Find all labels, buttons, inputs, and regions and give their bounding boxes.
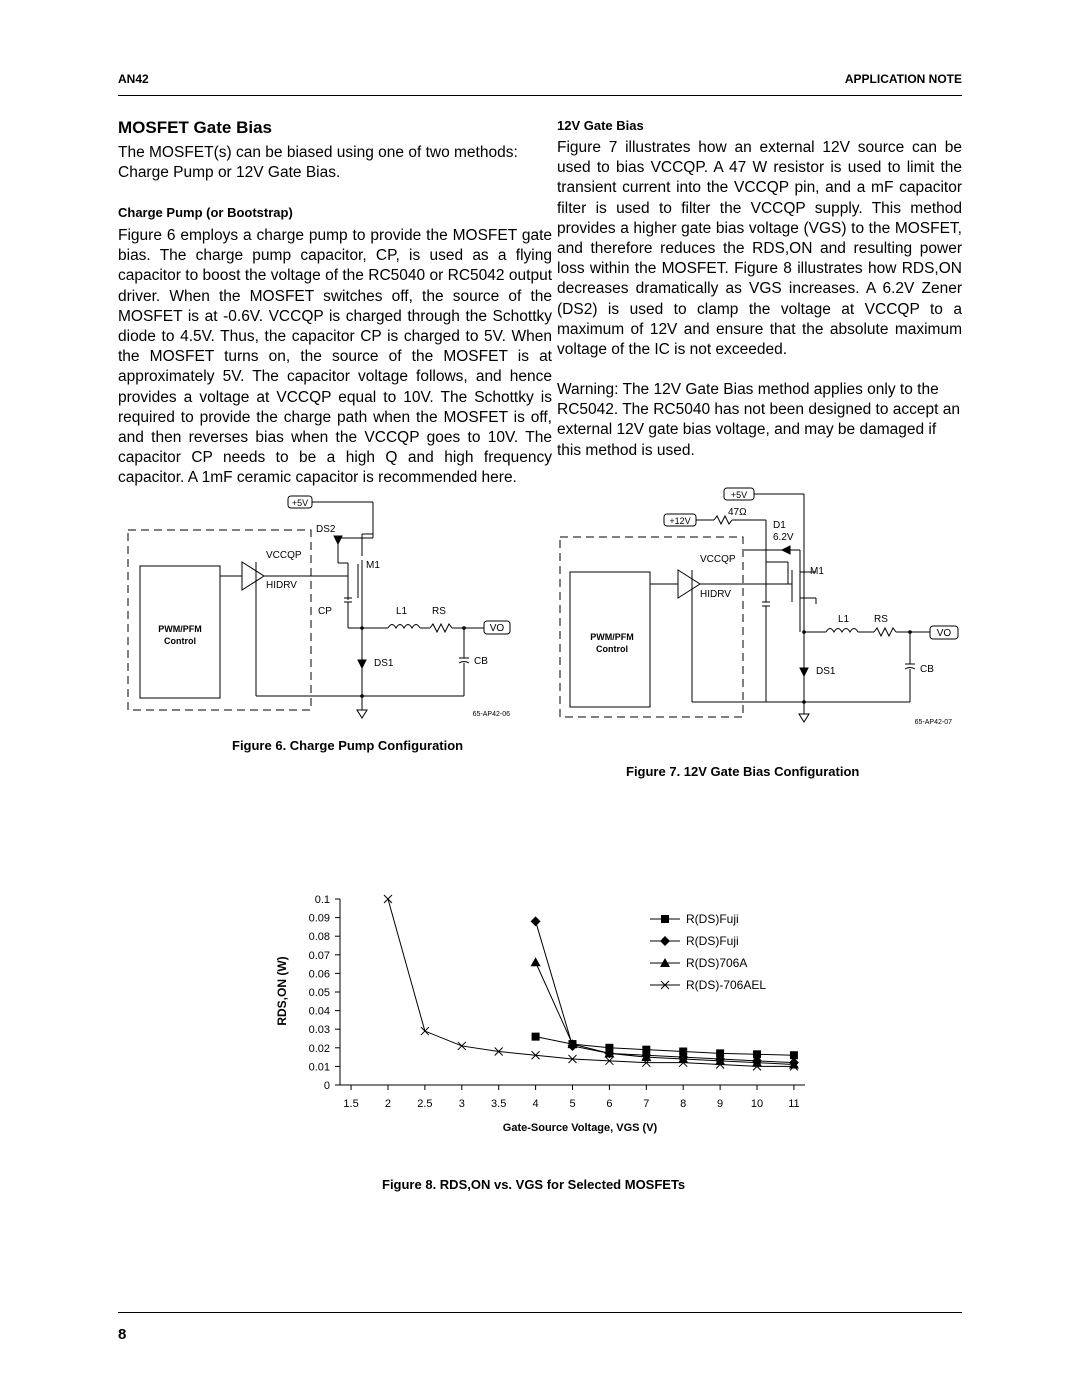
ground-symbol [799, 714, 809, 722]
intro-paragraph: The MOSFET(s) can be biased using one of two methods: Charge Pump or 12V Gate Bias. [118, 144, 518, 182]
y-tick-label: 0 [323, 1080, 330, 1092]
x-tick-label: 1.5 [343, 1098, 359, 1110]
y-tick-label: 0.03 [308, 1024, 330, 1037]
x-axis-label: Gate-Source Voltage, VGS (V) [502, 1122, 658, 1134]
legend-label: R(DS)706A [686, 956, 748, 970]
label-cb: CB [474, 656, 488, 667]
data-point [531, 916, 541, 926]
label-control: Control [596, 644, 628, 654]
label-cp: CP [318, 606, 332, 617]
footer-rule [118, 1312, 962, 1313]
figure-6-schematic [118, 490, 528, 730]
charge-pump-heading: Charge Pump (or Bootstrap) [118, 205, 293, 220]
page-number: 8 [118, 1326, 127, 1343]
label-ds1: DS1 [374, 658, 394, 669]
y-tick-label: 0.09 [308, 912, 330, 925]
label-6-2v: 6.2V [773, 532, 794, 543]
label-pwm-pfm: PWM/PFM [590, 632, 634, 642]
figure-7-schematic [556, 482, 966, 732]
label-pwm-pfm: PWM/PFM [158, 624, 202, 634]
l1-inductor [826, 629, 858, 633]
y-tick-label: 0.04 [308, 1005, 330, 1018]
label-d1: D1 [773, 520, 786, 531]
label-vo: VO [489, 623, 505, 634]
x-tick-label: 3.5 [491, 1098, 507, 1110]
label-vo: VO [936, 628, 952, 639]
label-vccqp: VCCQP [266, 550, 302, 561]
y-tick-label: 0.07 [308, 949, 330, 962]
figure-8-caption: Figure 8. RDS,ON vs. VGS for Selected MOSFETs [382, 1177, 686, 1192]
legend-label: R(DS)Fuji [686, 912, 739, 926]
label-hidrv: HIDRV [700, 589, 731, 600]
label-5v: +5V [291, 498, 309, 508]
x-tick-label: 6 [606, 1098, 613, 1110]
label-rs: RS [874, 614, 888, 625]
y-tick-label: 0.08 [308, 931, 330, 944]
d1-zener [782, 546, 790, 554]
data-point [421, 1027, 429, 1035]
label-m1: M1 [810, 566, 824, 577]
driver-buffer [242, 562, 264, 590]
x-tick-label: 7 [643, 1098, 650, 1110]
x-tick-label: 2 [384, 1098, 392, 1110]
figure-code: 65-AP42-07 [914, 719, 952, 726]
data-point [531, 957, 541, 966]
legend-marker [660, 936, 670, 946]
x-tick-label: 3 [458, 1098, 465, 1110]
driver-buffer [678, 570, 700, 598]
y-tick-label: 0.1 [314, 894, 330, 906]
header-rule [118, 95, 962, 96]
label-cb: CB [920, 664, 934, 675]
doc-id: AN42 [118, 72, 149, 86]
label-l1: L1 [838, 614, 850, 625]
ground-symbol [357, 710, 367, 718]
legend-label: R(DS)Fuji [686, 934, 739, 948]
x-tick-label: 8 [680, 1098, 687, 1110]
warning-paragraph: Warning: The 12V Gate Bias method applies only to the RC5042. The RC5040 has not been designed to accept an external 12V gate bias voltage, and may be damaged if this method is used. [557, 381, 960, 459]
label-control: Control [164, 636, 196, 646]
ds2-diode [334, 536, 342, 544]
label-hidrv: HIDRV [266, 580, 297, 591]
gate-bias-paragraph: Figure 7 illustrates how an external 12V source can be used to bias VCCQP. A 47 W resistor is used to limit the transient current into the VCCQP pin, and a mF capacitor filter is used to filter the VCCQP supply. This method provides a higher gate bias voltage (VGS) to the MOSFET, and therefore reduces the RDS,ON and resulting power loss within the MOSFET. Figure 8 illustrates how RDS,ON decreases dramatically as VGS increases. A 6.2V Zener (DS2) is used to clamp the voltage at VCCQP to a maximum of 12V and ensure that the absolute maximum voltage of the IC is not exceeded. [557, 139, 962, 359]
figure-7-caption: Figure 7. 12V Gate Bias Configuration [626, 764, 860, 779]
y-tick-label: 0.05 [308, 987, 330, 999]
label-ds1: DS1 [816, 666, 836, 677]
data-point [384, 895, 392, 903]
x-tick-label: 2.5 [417, 1098, 433, 1110]
y-tick-label: 0.01 [308, 1061, 330, 1074]
label-l1: L1 [396, 606, 408, 617]
x-tick-label: 10 [750, 1098, 764, 1110]
x-tick-label: 4 [532, 1098, 539, 1110]
label-47-ohm: 47Ω [728, 507, 747, 518]
gate-bias-heading: 12V Gate Bias [557, 118, 644, 133]
y-tick-label: 0.06 [308, 968, 330, 981]
label-ds2: DS2 [316, 524, 336, 535]
label-m1: M1 [366, 560, 380, 571]
rs-resistor [430, 624, 452, 632]
y-axis-label: RDS,ON (W) [275, 956, 289, 1026]
label-5v: +5V [730, 490, 748, 500]
section-title: MOSFET Gate Bias [118, 118, 272, 137]
figure-code: 65-AP42-06 [472, 711, 510, 718]
rs-resistor [874, 628, 896, 636]
figure-8-chart [260, 885, 820, 1145]
figure-6-caption: Figure 6. Charge Pump Configuration [232, 738, 464, 753]
doc-type: APPLICATION NOTE [844, 72, 962, 86]
l1-inductor [388, 625, 420, 629]
x-tick-label: 5 [569, 1098, 576, 1110]
x-tick-label: 11 [788, 1098, 800, 1110]
ds1-diode [358, 660, 366, 668]
legend-marker [661, 915, 669, 923]
legend-label: R(DS)-706AEL [686, 978, 767, 992]
data-point [532, 1033, 540, 1041]
label-12v: +12V [669, 516, 691, 526]
label-vccqp: VCCQP [700, 554, 736, 565]
x-tick-label: 9 [717, 1098, 724, 1110]
label-rs: RS [432, 606, 446, 617]
y-tick-label: 0.02 [308, 1042, 330, 1055]
charge-pump-paragraph: Figure 6 employs a charge pump to provide the MOSFET gate bias. The charge pump capacitor, CP, is used as a flying capacitor to boost the voltage of the RC5040 or RC5042 output driver. When the MOSFET switches off, the source of the MOSFET is at -0.6V. VCCQP is charged through the Schottky diode to 4.5V. Thus, the capacitor CP is charged to 5V. When the MOSFET turns on, the source of the MOSFET is at approximately 5V. The capacitor voltage follows, and hence provides a voltage at VCCQP equal to 10V. The Schottky is required to provide the charge path when the MOSFET is off, and then reverses bias when the VCCQP goes to 10V. The capacitor CP needs to be a high Q and high frequency capacitor. A 1mF ceramic capacitor is recommended here. [118, 227, 552, 487]
